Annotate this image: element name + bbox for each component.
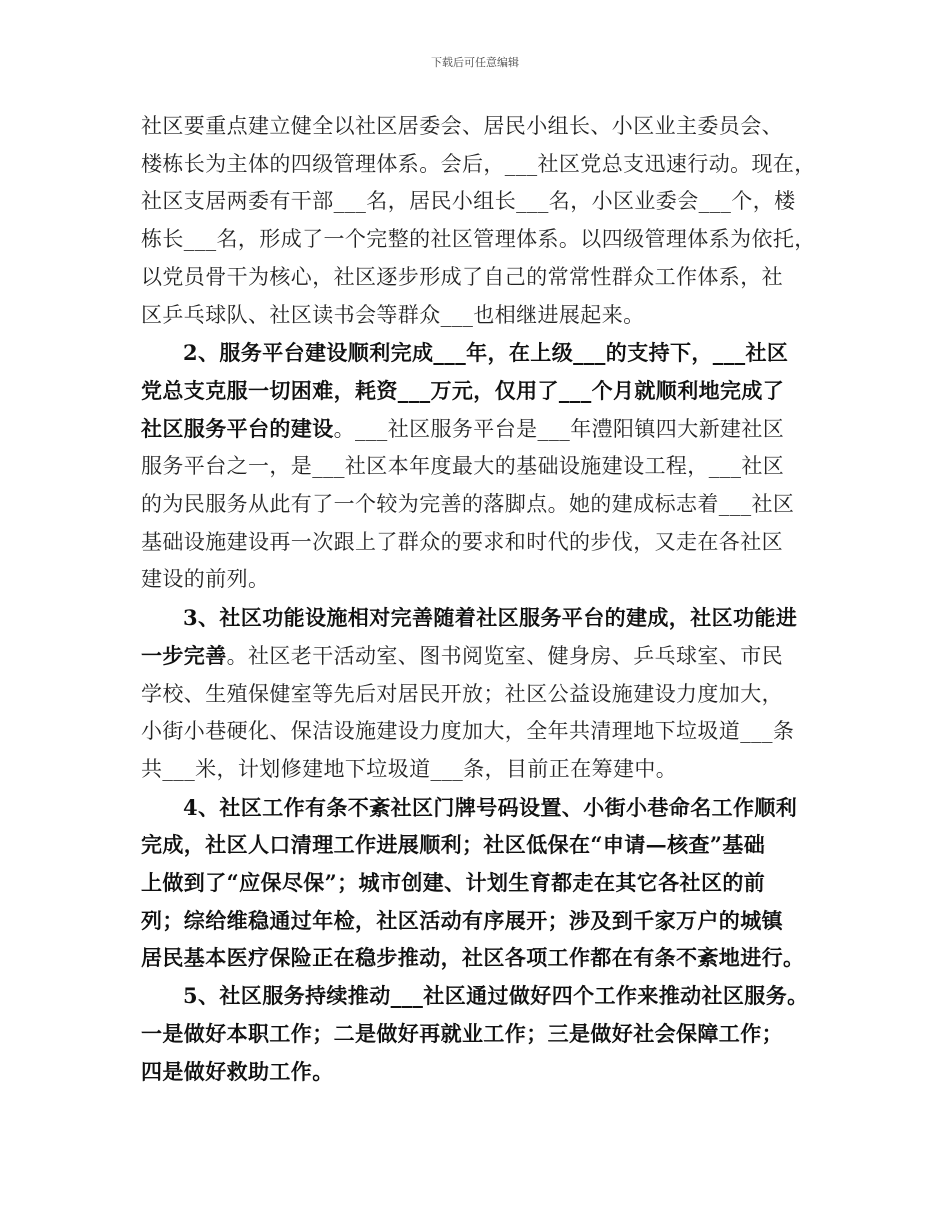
text-line-bold: 党总支克服一切困难，耗资___万元，仅用了___个月就顺利地完成了 [141, 377, 785, 403]
text-line: 建设的前列。 [141, 567, 270, 592]
page-header-note: 下载后可任意编辑 [431, 56, 519, 69]
text-line-bold: 一是做好本职工作；二是做好再就业工作；三是做好社会保障工作； [141, 1020, 783, 1046]
text-line: 社区支居两委有干部___名，居民小组长___名，小区业委会___个，楼 [141, 189, 796, 214]
text-line: 社区要重点建立健全以社区居委会、居民小组长、小区业主委员会、 [141, 114, 783, 138]
text-line-mixed [141, 637, 817, 676]
text-line-bold: 4、社区工作有条不紊社区门牌号码设置、小街小巷命名工作顺利 [183, 794, 798, 820]
text-line: 以党员骨干为核心，社区逐步形成了自己的常常性群众工作体系，社 [141, 264, 783, 289]
paragraph-community-service [141, 977, 817, 1090]
text-line: 基础设施建设再一次跟上了群众的要求和时代的步伐，又走在各社区 [141, 529, 783, 554]
bold-run: 社区服务平台的建设 [141, 415, 334, 441]
text-line-bold: 3、社区功能设施相对完善随着社区服务平台的建成，社区功能进 [183, 605, 798, 631]
text-line: 区乒乓球队、社区读书会等群众___也相继进展起来。 [141, 302, 645, 327]
paragraph-facilities [141, 599, 817, 789]
text-line: 共___米，计划修建地下垃圾道___条，目前正在筹建中。 [141, 756, 678, 781]
text-line-bold: 上做到了“应保尽保”；城市创建、计划生育都走在其它各社区的前 [141, 870, 766, 896]
paragraph-service-platform [141, 334, 817, 599]
text-line: 楼栋长为主体的四级管理体系。会后，___社区党总支迅速行动。现在， [141, 151, 816, 176]
paragraph-orderly-work [141, 789, 817, 978]
normal-run: 。社区老干活动室、图书阅览室、健身房、乒乓球室、市民 [226, 643, 784, 668]
text-line: 小街小巷硬化、保洁设施建设力度加大，全年共清理地下垃圾道___条 [141, 719, 795, 744]
text-line-bold: 四是做好救助工作。 [141, 1058, 334, 1084]
text-line-bold: 居民基本医疗保险正在稳步推动，社区各项工作都在有条不紊地进行。 [141, 945, 805, 971]
paragraph-community-management [141, 108, 817, 334]
text-line-mixed [141, 410, 817, 449]
text-line-bold: 列；综给维稳通过年检，社区活动有序展开；涉及到千家万户的城镇 [141, 907, 783, 933]
text-line: 栋长___名，形成了一个完整的社区管理体系。以四级管理体系为依托， [141, 227, 816, 252]
bold-run: 一步完善 [141, 642, 227, 668]
text-line-bold: 2、服务平台建设顺利完成___年，在上级___的支持下，___社区 [183, 340, 789, 366]
document-body [141, 108, 817, 1090]
text-line: 服务平台之一，是___社区本年度最大的基础设施建设工程，___社区 [141, 454, 785, 479]
normal-run: 。___社区服务平台是___年澧阳镇四大新建社区 [333, 416, 785, 441]
text-line: 的为民服务从此有了一个较为完善的落脚点。她的建成标志着___社区 [141, 492, 795, 517]
text-line: 学校、生殖保健室等先后对居民开放；社区公益设施建设力度加大， [141, 681, 783, 706]
text-line-bold: 完成，社区人口清理工作进展顺利；社区低保在“申请—核查”基础 [141, 832, 766, 858]
text-line-bold: 5、社区服务持续推动___社区通过做好四个工作来推动社区服务。 [183, 983, 809, 1009]
